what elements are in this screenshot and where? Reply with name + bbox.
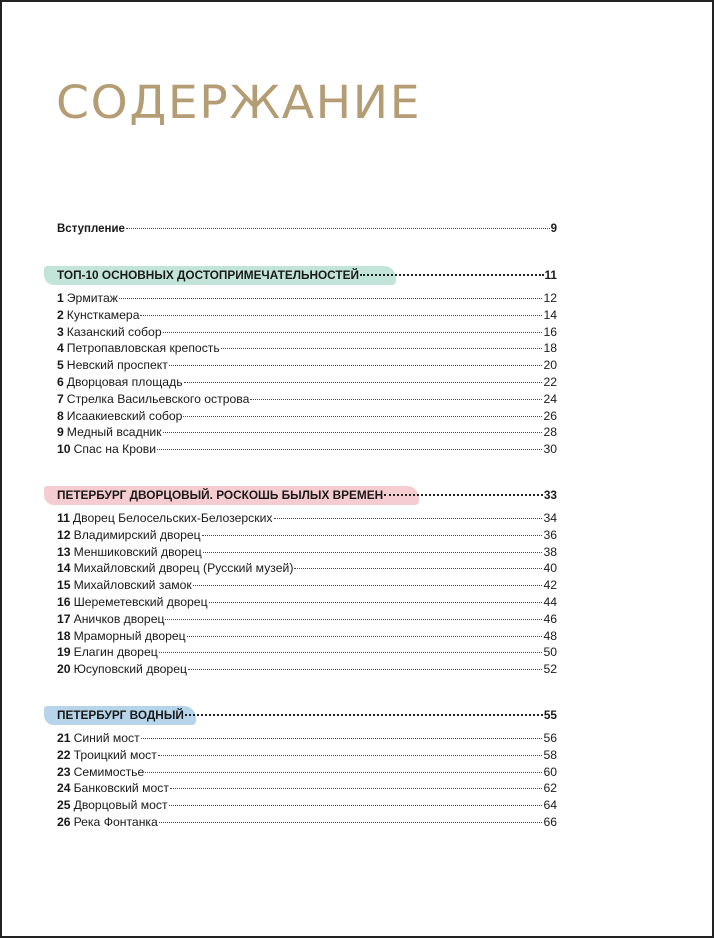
item-page: 64 xyxy=(543,798,557,813)
dot-leader xyxy=(274,518,543,519)
item-page: 48 xyxy=(543,628,557,643)
item-page: 28 xyxy=(543,425,557,440)
toc-item[interactable] xyxy=(57,644,557,661)
item-number: 18 xyxy=(57,628,71,643)
item-page: 42 xyxy=(543,578,557,593)
dot-leader xyxy=(360,274,544,276)
item-page: 60 xyxy=(543,764,557,779)
toc-item[interactable] xyxy=(57,611,557,628)
item-label: Михайловский дворец (Русский музей) xyxy=(73,561,294,576)
toc-item[interactable] xyxy=(57,424,557,441)
section-title: ТОП-10 ОСНОВНЫХ ДОСТОПРИМЕЧАТЕЛЬНОСТЕЙ xyxy=(57,268,359,282)
dot-leader xyxy=(141,738,543,739)
section-title: ПЕТЕРБУРГ ВОДНЫЙ xyxy=(57,708,184,722)
item-label: Дворец Белосельских-Белозерских xyxy=(72,511,273,525)
toc-item[interactable] xyxy=(57,560,557,577)
item-number: 25 xyxy=(57,798,71,813)
item-label: Аничков дворец xyxy=(73,611,165,626)
page-title: СОДЕРЖАНИЕ xyxy=(56,76,422,129)
toc-item[interactable] xyxy=(57,661,557,678)
toc-item[interactable] xyxy=(57,730,557,747)
item-label: Река Фонтанка xyxy=(73,815,158,829)
item-number: 6 xyxy=(57,375,64,389)
dot-leader xyxy=(140,315,542,316)
item-label: Кунсткамера xyxy=(66,307,140,322)
toc-item[interactable] xyxy=(57,764,557,781)
item-label: Семимостье xyxy=(73,764,145,779)
toc-item[interactable] xyxy=(57,290,557,307)
item-label: Банковский мост xyxy=(73,781,169,796)
dot-leader xyxy=(202,535,543,536)
item-label: Спас на Крови xyxy=(73,442,157,457)
item-page: 22 xyxy=(543,375,557,389)
item-number: 1 xyxy=(57,291,64,305)
item-page: 24 xyxy=(543,391,557,406)
item-page: 46 xyxy=(543,611,557,626)
item-page: 34 xyxy=(543,511,557,525)
toc-item[interactable] xyxy=(57,814,557,831)
dot-leader xyxy=(221,348,543,349)
dot-leader xyxy=(185,714,543,716)
item-number: 7 xyxy=(57,391,64,406)
item-page: 18 xyxy=(543,341,557,356)
dot-leader xyxy=(126,228,550,229)
toc-item[interactable] xyxy=(57,797,557,814)
dot-leader xyxy=(250,399,542,400)
item-page: 44 xyxy=(543,595,557,609)
toc-item[interactable] xyxy=(57,544,557,561)
dot-leader xyxy=(188,669,542,670)
item-label: Мраморный дворец xyxy=(73,628,186,643)
dot-leader xyxy=(119,298,543,299)
item-number: 5 xyxy=(57,358,64,373)
toc-item[interactable] xyxy=(57,780,557,797)
dot-leader xyxy=(203,552,543,553)
item-label: Дворцовый мост xyxy=(73,798,168,813)
dot-leader xyxy=(159,652,543,653)
toc-item[interactable] xyxy=(57,357,557,374)
dot-leader xyxy=(193,585,543,586)
item-number: 10 xyxy=(57,442,71,457)
toc-item[interactable] xyxy=(57,340,557,357)
dot-leader xyxy=(170,788,543,789)
item-page: 36 xyxy=(543,527,557,542)
dot-leader xyxy=(169,365,543,366)
item-number: 24 xyxy=(57,781,71,796)
item-page: 40 xyxy=(543,561,557,576)
toc-item[interactable] xyxy=(57,324,557,341)
toc-item[interactable] xyxy=(57,307,557,324)
item-label: Невский проспект xyxy=(66,358,168,373)
item-label: Синий мост xyxy=(73,731,140,745)
item-label: Дворцовая площадь xyxy=(66,375,183,389)
section-page: 33 xyxy=(543,488,557,502)
item-number: 4 xyxy=(57,341,64,356)
item-label: Эрмитаж xyxy=(66,291,118,305)
item-page: 14 xyxy=(543,307,557,322)
item-page: 16 xyxy=(543,324,557,339)
item-label: Михайловский замок xyxy=(73,578,192,593)
item-label: Стрелка Васильевского острова xyxy=(66,391,250,406)
item-number: 9 xyxy=(57,425,64,440)
item-page: 20 xyxy=(543,358,557,373)
dot-leader xyxy=(384,494,543,496)
item-label: Исаакиевский собор xyxy=(66,408,183,423)
item-label: Владимирский дворец xyxy=(73,527,201,542)
toc-item[interactable] xyxy=(57,577,557,594)
toc-item[interactable] xyxy=(57,527,557,544)
toc-section-heading[interactable] xyxy=(57,487,557,504)
toc-label: Вступление xyxy=(57,223,125,235)
dot-leader xyxy=(159,822,543,823)
item-number: 12 xyxy=(57,527,71,542)
item-page: 50 xyxy=(543,645,557,660)
toc-item[interactable] xyxy=(57,747,557,764)
toc-item[interactable] xyxy=(57,441,557,458)
toc-item[interactable] xyxy=(57,374,557,391)
item-number: 8 xyxy=(57,408,64,423)
item-page: 66 xyxy=(543,815,557,829)
dot-leader xyxy=(187,636,543,637)
toc-item[interactable] xyxy=(57,510,557,527)
item-label: Шереметевский дворец xyxy=(73,595,208,609)
toc-item[interactable] xyxy=(57,408,557,425)
item-number: 21 xyxy=(57,731,71,745)
toc-item[interactable] xyxy=(57,391,557,408)
dot-leader xyxy=(209,602,543,603)
item-number: 20 xyxy=(57,662,71,677)
dot-leader xyxy=(157,449,542,450)
dot-leader xyxy=(294,568,542,569)
toc-section-heading[interactable] xyxy=(57,267,557,284)
item-number: 17 xyxy=(57,611,71,626)
item-number: 15 xyxy=(57,578,71,593)
item-number: 26 xyxy=(57,815,71,829)
item-number: 14 xyxy=(57,561,71,576)
dot-leader xyxy=(183,416,542,417)
toc-item[interactable] xyxy=(57,628,557,645)
item-page: 62 xyxy=(543,781,557,796)
dot-leader xyxy=(165,619,542,620)
item-label: Казанский собор xyxy=(66,324,162,339)
dot-leader xyxy=(158,755,543,756)
section-title: ПЕТЕРБУРГ ДВОРЦОВЫЙ. РОСКОШЬ БЫЛЫХ ВРЕМЕН xyxy=(57,488,384,502)
toc-intro[interactable] xyxy=(57,221,557,238)
item-label: Юсуповский дворец xyxy=(73,662,187,677)
item-label: Троицкий мост xyxy=(73,747,157,762)
item-label: Меншиковский дворец xyxy=(73,544,202,559)
item-page: 30 xyxy=(543,442,557,457)
dot-leader xyxy=(184,382,543,383)
dot-leader xyxy=(169,805,543,806)
item-label: Петропавловская крепость xyxy=(66,341,220,356)
item-number: 3 xyxy=(57,324,64,339)
dot-leader xyxy=(163,332,543,333)
dot-leader xyxy=(163,432,543,433)
item-number: 19 xyxy=(57,645,71,660)
item-number: 22 xyxy=(57,747,71,762)
toc-item[interactable] xyxy=(57,594,557,611)
item-page: 52 xyxy=(543,662,557,677)
item-label: Елагин дворец xyxy=(73,645,158,660)
item-number: 11 xyxy=(57,511,70,525)
section-page: 11 xyxy=(544,268,557,282)
toc-section-heading[interactable] xyxy=(57,707,557,724)
item-number: 23 xyxy=(57,764,71,779)
item-label: Медный всадник xyxy=(66,425,162,440)
item-number: 16 xyxy=(57,595,71,609)
section-page: 55 xyxy=(543,708,557,722)
item-page: 26 xyxy=(543,408,557,423)
dot-leader xyxy=(145,772,542,773)
toc-page: 9 xyxy=(550,223,557,235)
item-page: 56 xyxy=(543,731,557,745)
item-page: 12 xyxy=(543,291,557,305)
item-number: 13 xyxy=(57,544,71,559)
item-number: 2 xyxy=(57,307,64,322)
item-page: 38 xyxy=(543,544,557,559)
item-page: 58 xyxy=(543,747,557,762)
